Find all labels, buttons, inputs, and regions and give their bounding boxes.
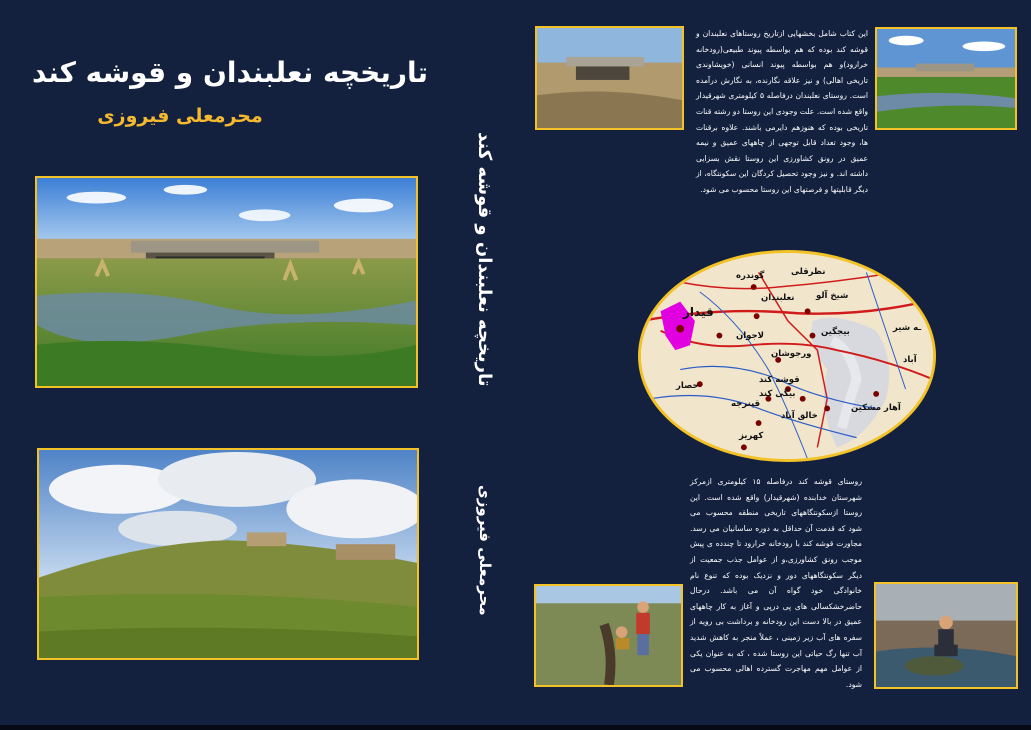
map-label-khaleghabad: خالق آباد [781, 411, 818, 421]
map-label-qeydar: قیدار [683, 305, 714, 319]
map-label-ghinarjeh: قینرجه [731, 399, 761, 409]
map-label-varjoshan: ورجوشان [771, 349, 812, 359]
map-label-beygikand: بیگی کند [759, 389, 796, 399]
map-label-lajvan: لاجوان [736, 331, 764, 341]
map-label-fragment-right: ـه شیر [893, 323, 922, 333]
spine-title: تاریخچه نعلبندان و قوشه کند [474, 132, 495, 387]
map-label-bijgin: بیجگین [821, 327, 850, 337]
region-map [638, 250, 936, 462]
village-hill-photo [37, 448, 419, 660]
map-label-fragment-right-lower: آباد [903, 355, 917, 365]
map-label-aharmeshkin: آهار مشکین [851, 403, 901, 413]
map-label-nazarghali: نظرقلی [791, 267, 826, 277]
bottom-strip [0, 725, 1031, 730]
back-description-top: این کتاب شامل بخشهایی ازتاریخ روستاهای نعلبندان و قوشه کند بوده که هم بواسطه پیوند طبیعی(رودخانه خرارود)و هم بواسطه پیوند انسانی (خویشاوندی تاریخی اهالی) و نیز علاقه نگارنده، به نگارش درآمده است. روستای نعلبندان درفاصله ۵ کیلومتری شهرقیدار واقع شده است. علت وجودی این روستا دو رشته قنات تاریخی بوده که هنوزهم دایرمی باشند. علاوه برقنات ها، وجود تعداد قابل توجهی از چاههای عمیق و نیمه عمیق در رونق کشاورزی این روستا نقش بسزایی داشته اند. و نیز وجود تحصیل کردگان این سکونتگاه، از دیگر قابلیتها و فرصتهای این روستا محسوب می شود. [696, 29, 868, 194]
map-label-naalbandan: نعلبندان [761, 293, 795, 303]
bridge-photo [535, 26, 684, 130]
map-label-sheikhaloo: شیخ آلو [816, 291, 849, 301]
front-author: محرمعلی فیروزی [97, 105, 263, 127]
bridge-stream-photo [35, 176, 418, 388]
front-title: تاریخچه نعلبندان و قوشه کند [32, 56, 428, 89]
map-label-ghooshehkand: قوشه کند [759, 375, 800, 385]
map-label-kahriz: کهریز [739, 431, 764, 441]
children-photo [534, 584, 683, 687]
spine-author: محرمعلی فیروزی [476, 485, 494, 616]
map-label-gondareh: گوندره [736, 271, 765, 281]
stream-photo [875, 27, 1017, 130]
map-label-hesar: حصار [676, 381, 699, 391]
man-by-water-photo [874, 582, 1018, 689]
back-description-bottom: روستای قوشه کند درفاصله ۱۵ کیلومتری ازمرکز شهرستان خدابنده (شهرقیدار) واقع شده است. این روستا ازسکونتگاههای تاریخی منطقه محسوب می شود که قدمت آن حداقل به دوره ساسانیان می رسد. مجاورت قوشه کند با رودخانه خرارود تا چندده ی پیش موجب رونق کشاورزی،و از عوامل جذب جمعیت از دیگر سکونتگاههای دور و نزدیک بوده که تنوع نام خانوادگی خود گواه آن می باشد. درحال حاضرخشکسالی های پی درپی و آغاز به کار چاههای عمیق در بالا دست این رودخانه و برداشت بی رویه از سفره های آب زیر زمینی ، عملاً منجر به کاهش شدید آب تنها رگ حیاتی این روستا شده ، که به عنوان یکی از عوامل مهم مهاجرت گسترده اهالی محسوب می شود. [690, 477, 862, 689]
map-label-fragment-top-right: ب قره [886, 271, 914, 281]
